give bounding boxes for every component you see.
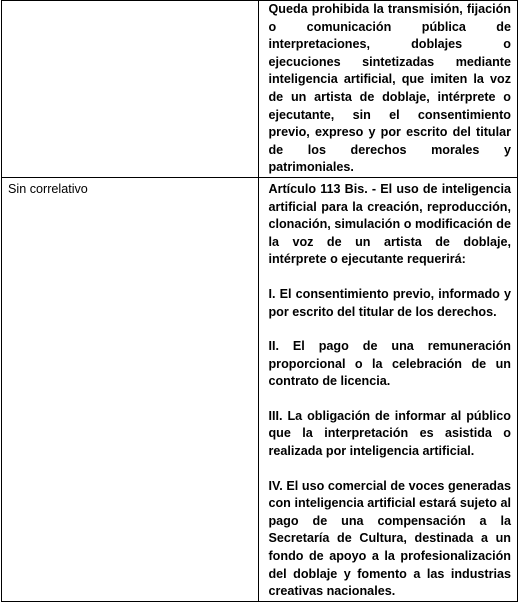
proposed-text-cell	[259, 1, 518, 178]
fraction-iii-paragraph: III. La obligación de informar al público que la interpretación es asistida o realizada por inteligencia artificial.	[268, 408, 511, 459]
current-text-cell	[2, 1, 259, 178]
current-text-cell: Sin correlativo	[2, 177, 259, 601]
comparison-table	[1, 0, 518, 602]
table-row	[2, 1, 518, 178]
paragraph: Queda prohibida la transmisión, fijación o comunicación pública de interpretaciones, doblajes o ejecuciones sintetizadas mediante inteligencia artificial, que imiten la voz de un artista de doblaje, intérprete o ejecutante, sin el consentimiento previo, expreso y por escrito del titular de los derechos morales y patrimoniales.	[268, 2, 511, 175]
article-heading-paragraph: Artículo 113 Bis. - El uso de inteligencia artificial para la creación, reproducción, clonación, simulación o modificación de la voz de un artista de doblaje, intérprete o ejecutante requerirá:	[268, 181, 511, 267]
fraction-i-paragraph: I. El consentimiento previo, informado y por escrito del titular de los derechos.	[268, 286, 511, 319]
fraction-ii-paragraph: II. El pago de una remuneración proporcional o la celebración de un contrato de licencia.	[268, 339, 511, 389]
fraction-iv-paragraph: IV. El uso comercial de voces generadas con inteligencia artificial estará sujeto al pago de una compensación a la Secretaría de Cultura, destinada a un fondo de apoyo a la profesionalización del doblaje y fomento a las industrias creativas nacionales.	[268, 478, 511, 599]
